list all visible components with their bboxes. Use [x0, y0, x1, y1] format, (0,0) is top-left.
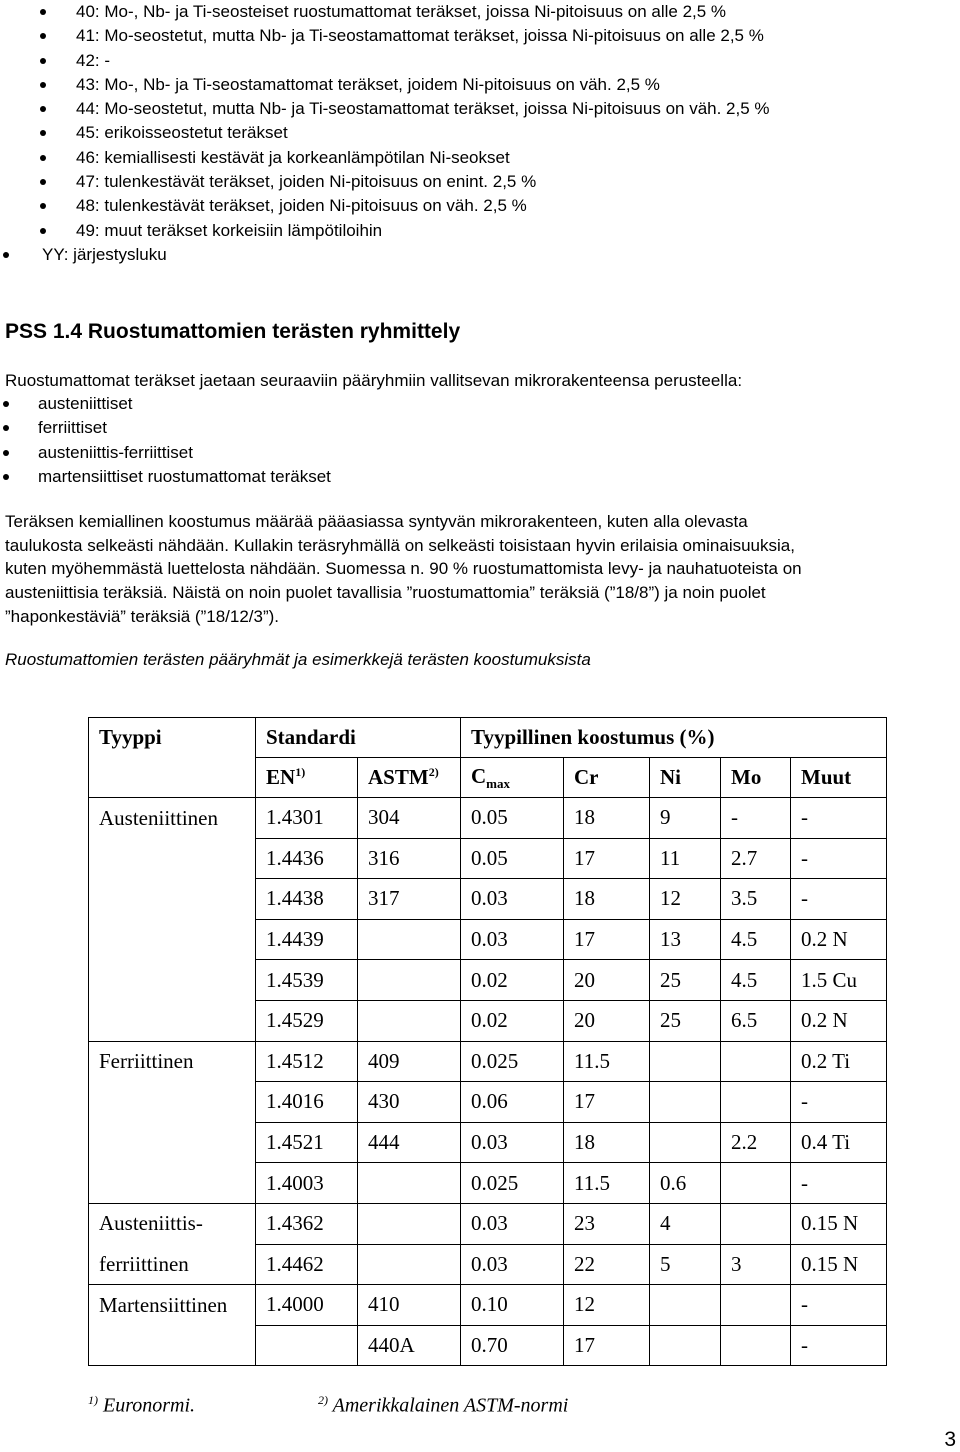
table-cell-astm: [358, 1163, 461, 1204]
list-item: 45: erikoisseostetut teräkset: [34, 121, 770, 145]
list-item: 46: kemiallisesti kestävät ja korkeanlämpötilan Ni-seokset: [34, 146, 770, 170]
table-cell-cr: 18: [564, 798, 650, 839]
table-cell-astm: [358, 919, 461, 960]
table-caption: Ruostumattomien terästen pääryhmät ja esimerkkejä terästen koostumuksista: [5, 650, 591, 669]
table-row: [89, 1163, 887, 1204]
table-cell-c: 0.03: [461, 1244, 564, 1285]
table-cell-type: Austeniittinen: [89, 798, 256, 839]
table-cell-c: 0.03: [461, 1122, 564, 1163]
table-cell-muut: 0.15 N: [791, 1244, 887, 1285]
table-cell-c: 0.05: [461, 838, 564, 879]
header-cell-muut: Muut: [791, 758, 887, 798]
list-item: martensiittiset ruostumattomat teräkset: [0, 465, 331, 489]
header-cell-en: EN$^{1)}$: [256, 758, 358, 798]
header-cell-empty: [89, 758, 256, 798]
table-cell-cr: 23: [564, 1203, 650, 1244]
bullet-icon: [3, 401, 9, 407]
header-cell-mo: Mo: [721, 758, 791, 798]
table-cell-mo: [721, 1325, 791, 1366]
list-item: 47: tulenkestävät teräkset, joiden Ni-pitoisuus on enint. 2,5 %: [34, 170, 770, 194]
table-cell-muut: 0.4 Ti: [791, 1122, 887, 1163]
bullet-icon: [40, 82, 46, 88]
table-cell-type: [89, 879, 256, 920]
table-cell-en: [256, 1325, 358, 1366]
table-cell-type: [89, 1325, 256, 1366]
table-row: [89, 1285, 887, 1326]
table-cell-type: [89, 1082, 256, 1123]
table-cell-muut: 0.2 N: [791, 1000, 887, 1041]
table-cell-c: 0.05: [461, 798, 564, 839]
header-cell-koostumus: Tyypillinen koostumus (%): [461, 718, 887, 758]
table-cell-muut: -: [791, 838, 887, 879]
table-cell-cr: 22: [564, 1244, 650, 1285]
table-cell-c: 0.10: [461, 1285, 564, 1326]
table-cell-ni: [650, 1041, 721, 1082]
table-row: [89, 960, 887, 1001]
table-cell-c: 0.03: [461, 879, 564, 920]
table-cell-ni: 13: [650, 919, 721, 960]
table-cell-ni: 5: [650, 1244, 721, 1285]
header-cell-tyyppi: Tyyppi: [89, 718, 256, 758]
table-cell-cr: 17: [564, 1325, 650, 1366]
page-number: 3: [944, 1428, 956, 1451]
table-row: [89, 1000, 887, 1041]
table-cell-c: 0.025: [461, 1041, 564, 1082]
bullet-icon: [40, 58, 46, 64]
table-cell-cr: 17: [564, 919, 650, 960]
bullet-icon: [40, 228, 46, 234]
table-cell-mo: 4.5: [721, 919, 791, 960]
body-paragraph: Teräksen kemiallinen koostumus määrää pääasiassa syntyvän mikrorakenteen, kuten alla olevasta taulukosta selkeästi nähdään. Kullakin teräsryhmällä on selkeästi toisistaan hyvin erilaisia ominaisuuksia, kuten myöhemmästä luettelosta nähdään. Suomessa n. 90 % ruostumattomista levy- ja nauhatuoteista on austeniittisia teräksiä. Näistä on noin puolet tavallisia ”ruostumattomia” teräksiä (”18/8”) ja noin puolet ”haponkestäviä” teräksiä (”18/12/3”).: [5, 512, 802, 626]
table-cell-ni: [650, 1325, 721, 1366]
table-row: [89, 838, 887, 879]
table-cell-muut: -: [791, 1082, 887, 1123]
table-cell-ni: 9: [650, 798, 721, 839]
table-cell-ni: [650, 1122, 721, 1163]
table-cell-en: 1.4439: [256, 919, 358, 960]
bullet-icon: [40, 155, 46, 161]
table-cell-astm: [358, 1244, 461, 1285]
list-item: austeniittis-ferriittiset: [0, 441, 331, 465]
table-cell-astm: 444: [358, 1122, 461, 1163]
table-cell-type: [89, 960, 256, 1001]
table-cell-type: [89, 838, 256, 879]
table-cell-type: Austeniittis-: [89, 1203, 256, 1244]
table-cell-astm: 316: [358, 838, 461, 879]
header-cell-standardi: Standardi: [256, 718, 461, 758]
table-cell-mo: -: [721, 798, 791, 839]
table-cell-type: [89, 919, 256, 960]
table-cell-mo: [721, 1163, 791, 1204]
table-row: [89, 879, 887, 920]
table-cell-c: 0.02: [461, 1000, 564, 1041]
table-header-row: [89, 718, 887, 758]
table-cell-c: 0.02: [461, 960, 564, 1001]
table-cell-type: [89, 1122, 256, 1163]
table-cell-mo: [721, 1041, 791, 1082]
table-cell-astm: [358, 960, 461, 1001]
list-item: 40: Mo-, Nb- ja Ti-seosteiset ruostumattomat teräkset, joissa Ni-pitoisuus on alle 2,5 %: [34, 0, 770, 24]
bullet-icon: [3, 450, 9, 456]
list-item: 41: Mo-seostetut, mutta Nb- ja Ti-seostamattomat teräkset, joissa Ni-pitoisuus on alle 2,5 %: [34, 24, 770, 48]
table-row: [89, 1041, 887, 1082]
header-cell-astm: ASTM$^{2)}$: [358, 758, 461, 798]
table-cell-cr: 20: [564, 1000, 650, 1041]
table-cell-muut: -: [791, 798, 887, 839]
table-cell-type: [89, 1000, 256, 1041]
bullet-icon: [40, 9, 46, 15]
table-cell-ni: [650, 1082, 721, 1123]
table-cell-mo: 3.5: [721, 879, 791, 920]
table-cell-type: Ferriittinen: [89, 1041, 256, 1082]
bullet-icon: [40, 33, 46, 39]
table-cell-cr: 20: [564, 960, 650, 1001]
table-cell-astm: 317: [358, 879, 461, 920]
table-cell-mo: [721, 1285, 791, 1326]
table-cell-mo: [721, 1082, 791, 1123]
table-cell-muut: -: [791, 879, 887, 920]
table-cell-muut: -: [791, 1325, 887, 1366]
table-cell-cr: 17: [564, 1082, 650, 1123]
table-cell-mo: [721, 1203, 791, 1244]
table-cell-en: 1.4529: [256, 1000, 358, 1041]
table-cell-c: 0.70: [461, 1325, 564, 1366]
table-cell-en: 1.4000: [256, 1285, 358, 1326]
table-cell-cr: 11.5: [564, 1041, 650, 1082]
table-cell-en: 1.4438: [256, 879, 358, 920]
table-row: [89, 1122, 887, 1163]
table-row: [89, 1325, 887, 1366]
composition-table: [88, 717, 886, 1366]
table-cell-c: 0.03: [461, 1203, 564, 1244]
intro-text: Ruostumattomat teräkset jaetaan seuraaviin pääryhmiin vallitsevan mikrorakenteensa perusteella:: [5, 371, 743, 390]
table-cell-astm: 440A: [358, 1325, 461, 1366]
table-cell-mo: 4.5: [721, 960, 791, 1001]
bullet-icon: [3, 425, 9, 431]
table-cell-en: 1.4016: [256, 1082, 358, 1123]
table-cell-ni: 11: [650, 838, 721, 879]
table-cell-en: 1.4512: [256, 1041, 358, 1082]
list-item: austeniittiset: [0, 392, 331, 416]
table-cell-en: 1.4301: [256, 798, 358, 839]
table-cell-astm: 410: [358, 1285, 461, 1326]
table-subheader-row: [89, 758, 887, 798]
table-cell-muut: -: [791, 1163, 887, 1204]
bullet-icon: [40, 106, 46, 112]
table-cell-astm: 409: [358, 1041, 461, 1082]
table-cell-en: 1.4521: [256, 1122, 358, 1163]
table-cell-mo: 6.5: [721, 1000, 791, 1041]
list-item: 44: Mo-seostetut, mutta Nb- ja Ti-seostamattomat teräkset, joissa Ni-pitoisuus on väh. 2,5 %: [34, 97, 770, 121]
table-cell-mo: 3: [721, 1244, 791, 1285]
table-cell-type: Martensiittinen: [89, 1285, 256, 1326]
table-row: [89, 798, 887, 839]
bullet-icon: [3, 252, 9, 258]
table-cell-ni: 0.6: [650, 1163, 721, 1204]
table-cell-c: 0.03: [461, 919, 564, 960]
bullet-icon: [3, 474, 9, 480]
steel-code-list: [34, 0, 770, 267]
header-cell-ni: Ni: [650, 758, 721, 798]
list-item: 42: -: [34, 49, 770, 73]
list-item: 48: tulenkestävät teräkset, joiden Ni-pitoisuus on väh. 2,5 %: [34, 194, 770, 218]
table-cell-en: 1.4436: [256, 838, 358, 879]
table-cell-cr: 18: [564, 1122, 650, 1163]
table-row: [89, 919, 887, 960]
header-cell-c: $C_{max}$: [461, 758, 564, 798]
section-heading: PSS 1.4 Ruostumattomien terästen ryhmittely: [5, 320, 461, 343]
group-list: [0, 392, 331, 489]
list-item: ferriittiset: [0, 416, 331, 440]
table-cell-astm: [358, 1203, 461, 1244]
table-cell-c: 0.06: [461, 1082, 564, 1123]
bullet-icon: [40, 203, 46, 209]
footnote-2: $^{2)}$ Amerikkalainen ASTM-normi: [318, 1393, 569, 1417]
table-cell-ni: 4: [650, 1203, 721, 1244]
table-row: [89, 1244, 887, 1285]
table-cell-astm: 430: [358, 1082, 461, 1123]
header-cell-cr: Cr: [564, 758, 650, 798]
table-cell-en: 1.4362: [256, 1203, 358, 1244]
table-cell-cr: 18: [564, 879, 650, 920]
table-cell-type: ferriittinen: [89, 1244, 256, 1285]
table-cell-ni: 12: [650, 879, 721, 920]
table-cell-en: 1.4462: [256, 1244, 358, 1285]
table-cell-en: 1.4003: [256, 1163, 358, 1204]
table-cell-astm: [358, 1000, 461, 1041]
table-cell-mo: 2.2: [721, 1122, 791, 1163]
table-cell-c: 0.025: [461, 1163, 564, 1204]
list-item-yy: YY: järjestysluku: [0, 243, 770, 267]
table-row: [89, 1203, 887, 1244]
table-row: [89, 1082, 887, 1123]
table-cell-muut: -: [791, 1285, 887, 1326]
table-cell-cr: 12: [564, 1285, 650, 1326]
list-item: 49: muut teräkset korkeisiin lämpötiloihin: [34, 219, 770, 243]
footnote-1: $^{1)}$ Euronormi.: [88, 1393, 196, 1417]
list-item: 43: Mo-, Nb- ja Ti-seostamattomat teräkset, joidem Ni-pitoisuus on väh. 2,5 %: [34, 73, 770, 97]
table-cell-cr: 17: [564, 838, 650, 879]
table-cell-muut: 0.15 N: [791, 1203, 887, 1244]
table-cell-type: [89, 1163, 256, 1204]
table-cell-en: 1.4539: [256, 960, 358, 1001]
table-cell-ni: [650, 1285, 721, 1326]
table-cell-cr: 11.5: [564, 1163, 650, 1204]
table-cell-ni: 25: [650, 1000, 721, 1041]
table-cell-muut: 1.5 Cu: [791, 960, 887, 1001]
bullet-icon: [40, 130, 46, 136]
table-cell-muut: 0.2 Ti: [791, 1041, 887, 1082]
bullet-icon: [40, 179, 46, 185]
table-cell-astm: 304: [358, 798, 461, 839]
table-cell-ni: 25: [650, 960, 721, 1001]
table-cell-muut: 0.2 N: [791, 919, 887, 960]
table-cell-mo: 2.7: [721, 838, 791, 879]
